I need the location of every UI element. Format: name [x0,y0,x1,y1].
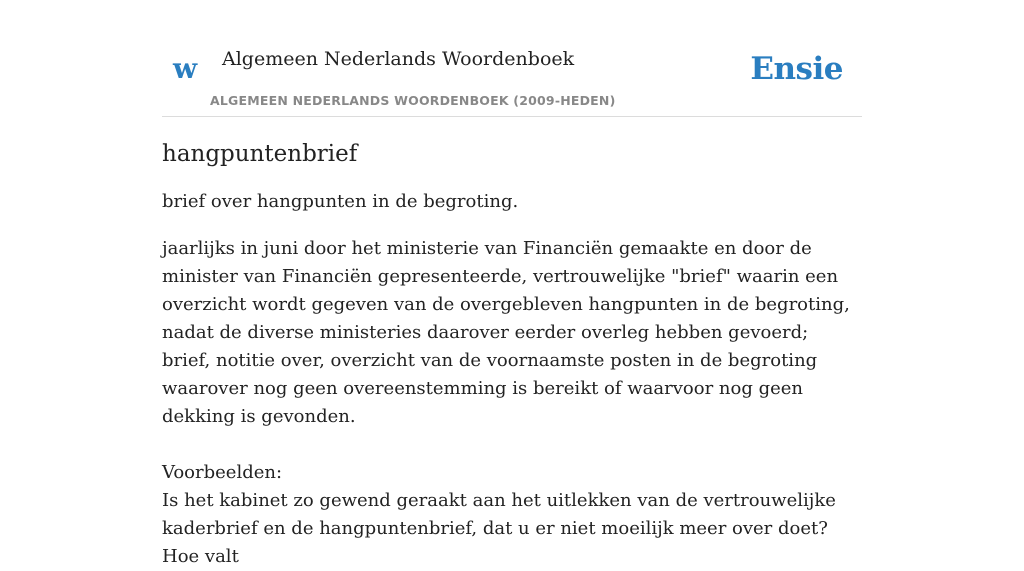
long-definition: jaarlijks in juni door het ministerie van Financiën gemaakte en door de minister van Financiën gepresenteerde, vertrouwelijke "brief" waarin een overzicht wordt gegeven van de overgebleven hangpunten in de begroting, nadat de diverse ministeries daarover eerder overleg hebben gevoerd; brief, notitie over, overzicht van de voornaamste posten in de begroting waarover nog geen overeenstemming is bereikt of waarvoor nog geen dekking is gevonden. [162,238,850,427]
examples-label: Voorbeelden: [162,462,283,483]
entry-content [162,138,862,571]
entry-headword: hangpuntenbrief [162,141,358,167]
dictionary-title-link[interactable]: Algemeen Nederlands Woordenboek [222,48,575,70]
dictionary-subtitle: ALGEMEEN NEDERLANDS WOORDENBOEK (2009-HEDEN) [210,93,616,108]
ensie-brand-logo[interactable]: Ensie [750,51,843,87]
short-definition: brief over hangpunten in de begroting. [162,191,519,212]
example-text: Is het kabinet zo gewend geraakt aan het uitlekken van de vertrouwelijke kaderbrief en de hangpuntenbrief, dat u er niet moeilijk meer over doet? Hoe valt [162,490,836,567]
site-header [162,0,862,117]
dictionary-logo-icon[interactable]: w [173,52,198,85]
